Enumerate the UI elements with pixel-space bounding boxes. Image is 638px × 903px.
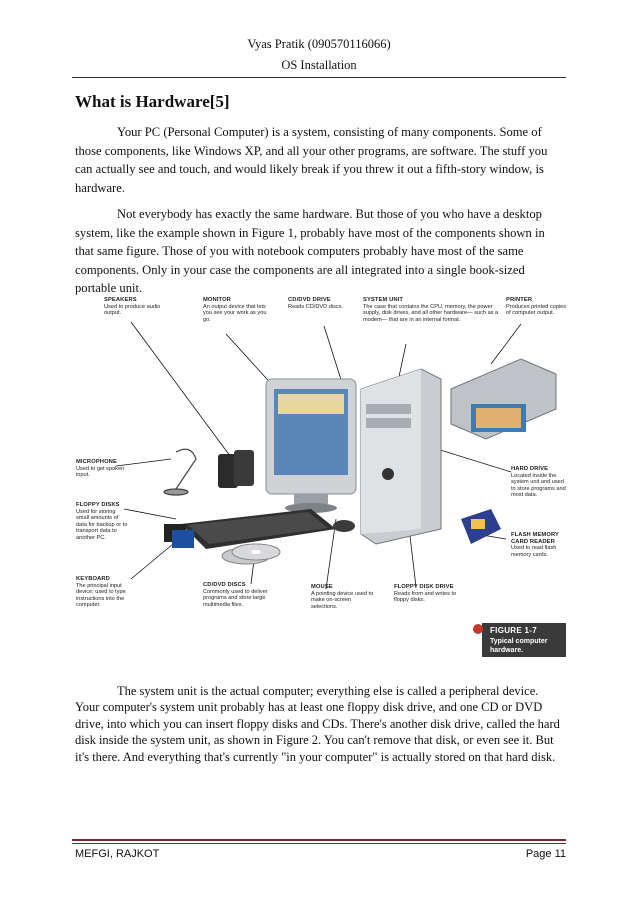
label-microphone: MICROPHONE Used to get spoken input. — [76, 459, 125, 479]
label-monitor: MONITOR An output device that lets you see your work as you go. — [203, 297, 267, 323]
label-mouse: MOUSE A pointing device used to make on-screen selections. — [311, 584, 374, 610]
figure-number: FIGURE 1-7 — [490, 626, 538, 635]
header-doc-title: OS Installation — [281, 58, 357, 72]
figure-caption: Typical computer hardware. — [490, 638, 548, 654]
label-cd-dvd-drive: CD/DVD DRIVE Reads CD/DVD discs. — [288, 297, 344, 310]
label-cd-dvd-discs: CD/DVD DISCS Commonly used to deliver programs and store large multimedia files. — [203, 582, 268, 608]
page-number: Page 11 — [525, 848, 566, 860]
mouse-graphic — [333, 520, 355, 532]
label-floppy-disks: FLOPPY DISKS Used for storing small amounts of data for backup or to transport data to another PC. — [76, 502, 128, 541]
section-title: What is Hardware[5] — [75, 92, 230, 111]
hardware-figure — [76, 294, 566, 664]
paragraph-1: Your PC (Personal Computer) is a system, consisting of many components. Some of those components, like Windows XP, and all your other programs, are software. The stuff you can actually see and touch, and would likely break if you threw it out a fifth-story window, is hardware. — [75, 125, 548, 195]
label-keyboard: KEYBOARD The principal input device; used to type instructions into the computer. — [76, 576, 126, 609]
label-system-unit: SYSTEM UNIT The case that contains the CPU, memory, the power supply, disk drives, and all other hardware— such as a modem— that are in an internal format. — [363, 297, 499, 323]
printer-graphic — [451, 359, 556, 439]
cd-graphic — [222, 544, 280, 564]
header-author: Vyas Pratik (090570116066) — [247, 37, 391, 51]
monitor-graphic — [266, 379, 356, 513]
figure-caption-badge — [482, 623, 566, 657]
paragraph-3: The system unit is the actual computer; everything else is called a peripheral device. Your computer's system unit probably has at least one floppy disk drive, and one CD or DVD drive, into which you can insert floppy disks and CDs. There's another disk drive, called the hard disk inside the system unit, as shown in Figure 2. You can't remove that disk, or even see it. But it's there. And everything that's currently "in your computer" is actually stored on that hard disk. — [75, 684, 560, 764]
speaker-right — [234, 450, 254, 486]
flash-reader-graphic — [461, 509, 501, 544]
header-rule — [72, 77, 566, 78]
arrow-icon — [473, 624, 483, 634]
paragraph-2: Not everybody has exactly the same hardware. But those of you who have a desktop system, like the example shown in Figure 1, probably have most of the components shown in that same figure. Those of you with notebook computers probably have most of the same components. Only in your case the components are all integrated into a single book-sized portable unit. — [75, 207, 545, 296]
label-hard-drive: HARD DRIVE Located inside the system unit and used to store programs and most data. — [511, 466, 566, 499]
label-printer: PRINTER Produces printed copies of computer output. — [506, 297, 567, 317]
label-floppy-drive: FLOPPY DISK DRIVE Reads from and writes to floppy disks. — [394, 584, 457, 604]
keyboard-graphic — [181, 509, 336, 549]
label-speakers: SPEAKERS Used to produce audio output. — [104, 297, 161, 317]
microphone-graphic — [164, 449, 196, 495]
footer-institution: MEFGI, RAJKOT — [75, 848, 160, 860]
label-flash-reader: FLASH MEMORY CARD READER Used to read flash memory cards. — [511, 532, 559, 558]
footer-rule — [72, 839, 566, 841]
footer-rule-thin — [72, 843, 566, 844]
system-unit-graphic — [361, 369, 441, 544]
